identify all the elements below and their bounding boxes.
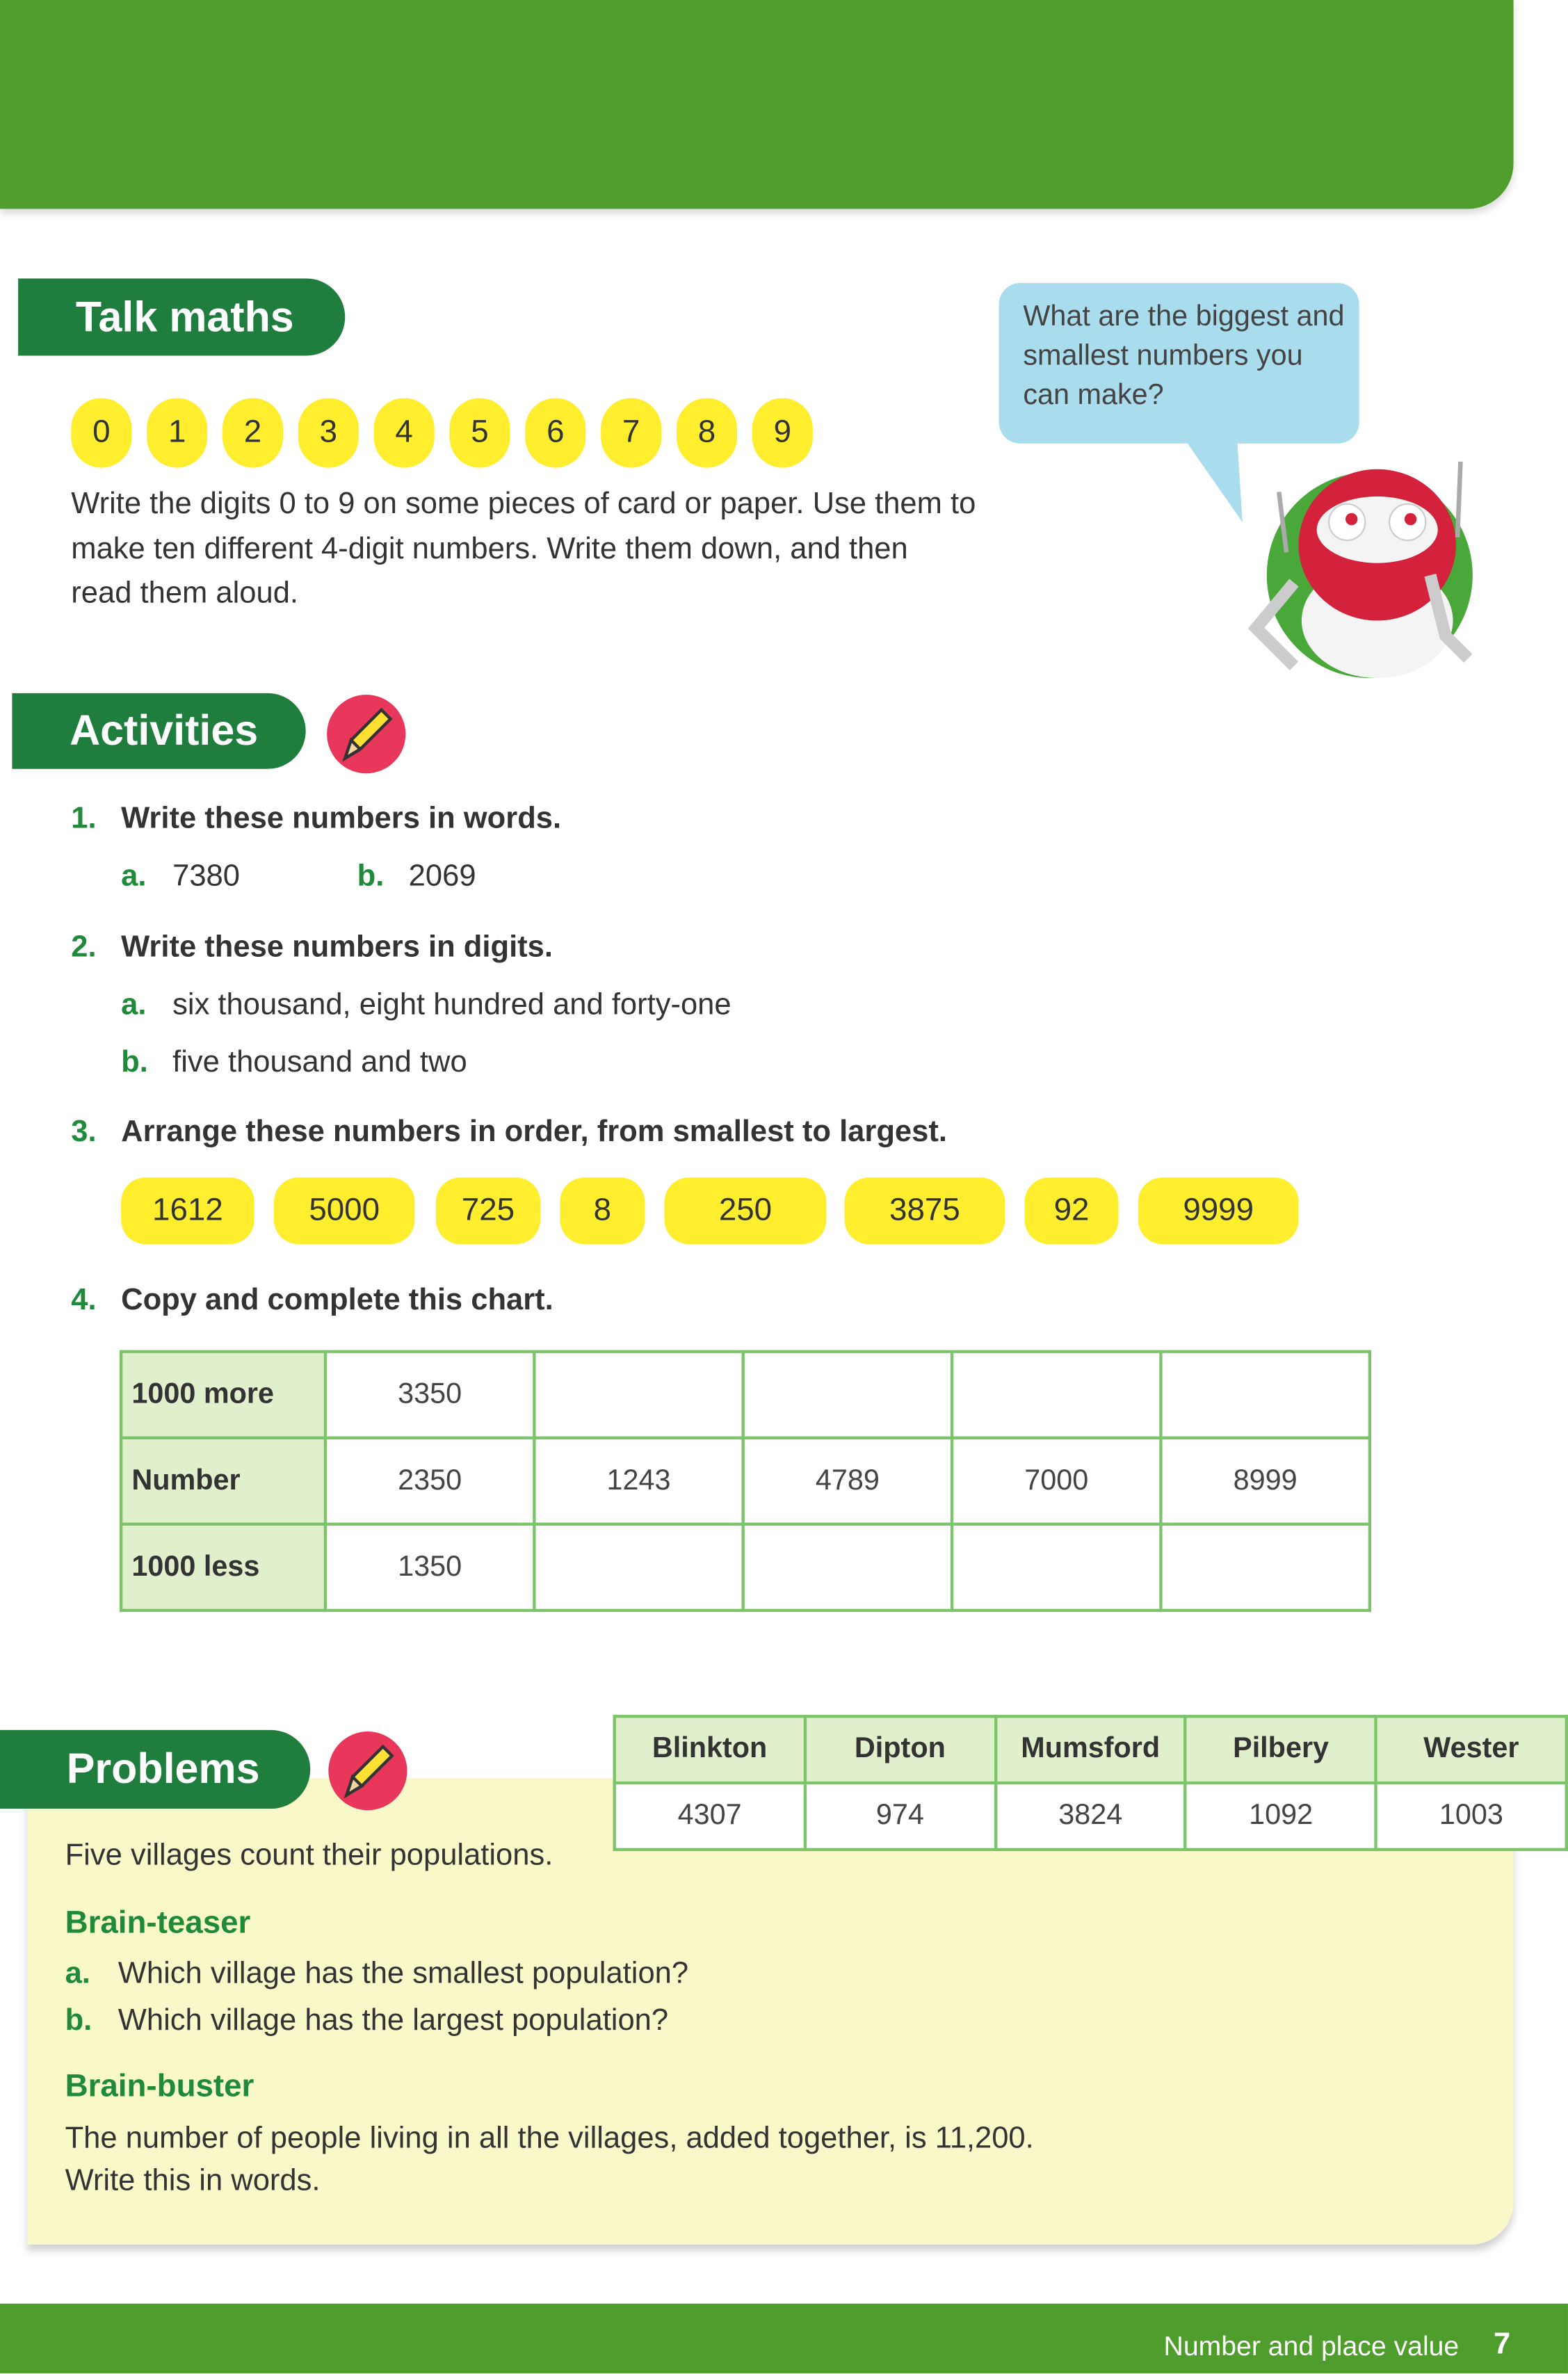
village-population-table [613,1715,1568,1851]
chart-cell: 8999 [1161,1438,1369,1524]
q1b-label: b. [357,859,385,894]
number-card: 5000 [274,1177,414,1244]
robot-mascot-icon [1234,446,1498,681]
village-population: 4307 [615,1783,805,1850]
chart-cell: 1000 more [121,1352,325,1438]
teaser-b-text: Which village has the largest population? [118,2003,669,2037]
chart-cell [1161,1352,1369,1438]
village-name: Pilbery [1186,1716,1376,1783]
digit-card: 1 [147,398,207,467]
digit-card: 0 [71,398,131,467]
village-population: 1092 [1186,1783,1376,1850]
brain-teaser-heading: Brain-teaser [65,1905,251,1941]
digit-card: 2 [223,398,283,467]
village-name: Mumsford [995,1716,1186,1783]
village-name: Dipton [805,1716,996,1783]
chart-cell [534,1524,743,1610]
number-card: 250 [665,1177,827,1244]
buster-line: The number of people living in all the villages, added together, is 11,200. [65,2122,1034,2156]
digit-card: 6 [525,398,585,467]
talk-maths-line: read them aloud. [71,576,299,611]
village-population: 1003 [1376,1783,1567,1850]
village-name: Blinkton [615,1716,805,1783]
activities-heading: Activities [12,693,305,769]
thousand-more-less-chart [120,1350,1371,1613]
buster-line: Write this in words. [65,2164,321,2198]
digit-card: 4 [374,398,435,467]
q2b-label: b. [121,1046,148,1079]
page-number: 7 [1494,2327,1511,2361]
digit-card: 5 [449,398,510,467]
chart-cell [743,1352,952,1438]
q1b-value: 2069 [408,859,476,894]
chart-cell: 1000 less [121,1524,325,1610]
q4-text: Copy and complete this chart. [121,1283,553,1317]
talk-maths-line: make ten different 4-digit numbers. Write them down, and then [71,533,908,567]
chart-cell [952,1352,1161,1438]
chart-cell [952,1524,1161,1610]
village-name: Wester [1376,1716,1567,1783]
q2b-value: five thousand and two [172,1046,467,1079]
q2-text: Write these numbers in digits. [121,930,553,964]
chart-cell: 7000 [952,1438,1161,1524]
q1-text: Write these numbers in words. [121,802,562,836]
chart-row [121,1438,1370,1524]
q1-number: 1. [71,802,97,836]
chart-cell: Number [121,1438,325,1524]
digit-card: 3 [298,398,359,467]
number-card: 3875 [845,1177,1005,1244]
problems-intro: Five villages count their populations. [65,1839,553,1873]
q4-number: 4. [71,1283,97,1317]
problems-heading: Problems [0,1730,310,1809]
chart-cell: 4789 [743,1438,952,1524]
q2a-value: six thousand, eight hundred and forty-one [172,988,732,1022]
chart-cell: 3350 [325,1352,534,1438]
digit-card: 9 [752,398,813,467]
teaser-a-label: a. [65,1957,90,1991]
digit-card: 8 [677,398,737,467]
q3-number: 3. [71,1115,97,1149]
chart-row [121,1352,1370,1438]
chart-cell: 1350 [325,1524,534,1610]
number-card: 9999 [1138,1177,1299,1244]
chart-cell [534,1352,743,1438]
number-card: 725 [436,1177,540,1244]
pencil-icon [325,1729,410,1814]
talk-maths-line: Write the digits 0 to 9 on some pieces of card or paper. Use them to [71,487,976,521]
chart-cell [1161,1524,1369,1610]
teaser-a-text: Which village has the smallest population? [118,1957,689,1991]
number-card: 8 [560,1177,645,1244]
q2-number: 2. [71,930,97,964]
footer-section-title: Number and place value [1163,2330,1460,2361]
village-population: 3824 [995,1783,1186,1850]
brain-buster-heading: Brain-buster [65,2069,254,2104]
header-band [0,0,1514,209]
digit-card: 7 [601,398,661,467]
number-card: 92 [1025,1177,1119,1244]
speech-bubble-text: What are the biggest and smallest numbers you can make? [1023,301,1345,412]
talk-maths-heading: Talk maths [18,278,345,355]
q1a-value: 7380 [172,859,240,894]
pencil-icon [324,692,409,777]
teaser-b-label: b. [65,2003,92,2037]
chart-cell [743,1524,952,1610]
village-population: 974 [805,1783,996,1850]
number-card: 1612 [121,1177,254,1244]
chart-row [121,1524,1370,1610]
q1a-label: a. [121,859,147,894]
chart-cell: 1243 [534,1438,743,1524]
chart-cell: 2350 [325,1438,534,1524]
q3-text: Arrange these numbers in order, from smallest to largest. [121,1115,947,1149]
q2a-label: a. [121,988,147,1022]
